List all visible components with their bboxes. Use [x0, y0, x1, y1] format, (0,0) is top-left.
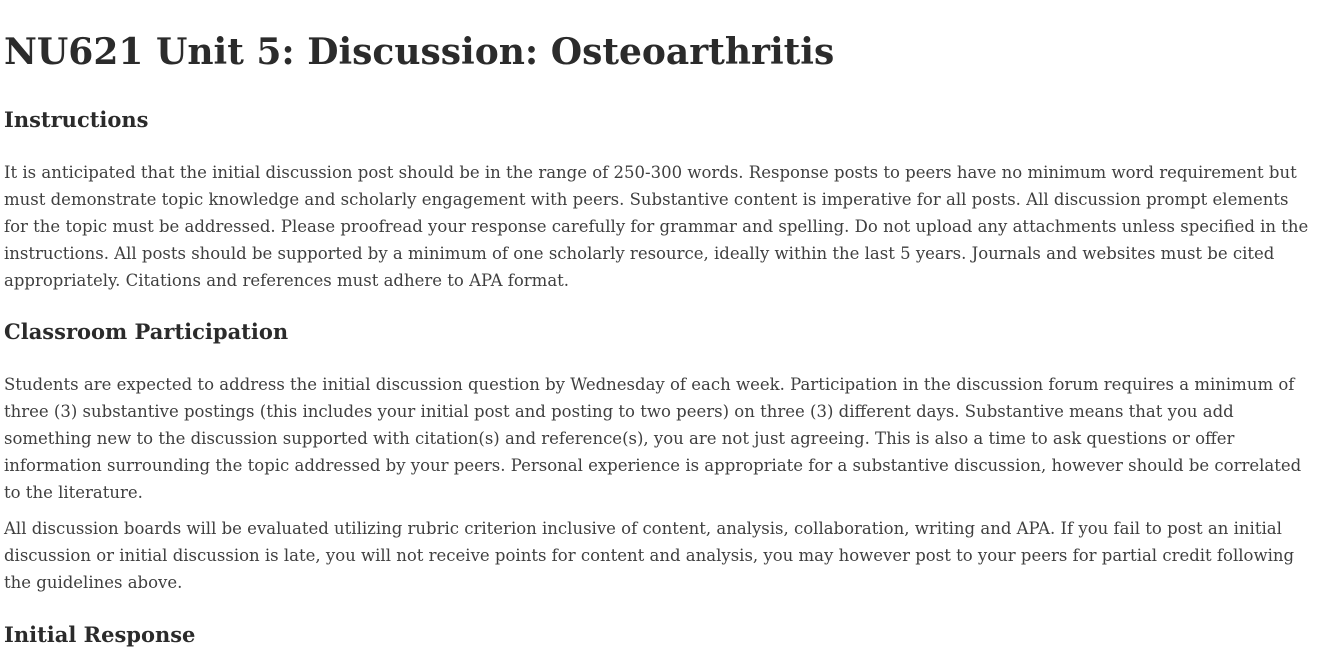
instructions-heading: Instructions — [4, 107, 149, 132]
instructions-paragraph: It is anticipated that the initial discussion post should be in the range of 250-300 words. Response posts to peers have no minimum word requirement but must demonstrate topic knowledge and scholarly engagement with peers. Substantive content is imperative for all posts. All discussion prompt elements for the topic must be addressed. Please proofread your response carefully for grammar and spelling. Do not upload any attachments unless specified in the instructions. All posts should be supported by a minimum of one scholarly resource, ideally within the last 5 years. Journals and websites must be cited appropriately. Citations and references must adhere to APA format. — [4, 163, 1309, 290]
classroom-participation-heading: Classroom Participation — [4, 319, 289, 344]
document-content — [4, 26, 1310, 650]
participation-requirements-paragraph: Students are expected to address the initial discussion question by Wednesday of each week. Participation in the discussion forum requires a minimum of three (3) substantive postings (this includes your initial post and posting to two peers) on three (3) different days. Substantive means that you add something new to the discussion supported with citation(s) and reference(s), you are not just agreeing. This is also a time to ask questions or offer information surrounding the topic addressed by your peers. Personal experience is appropriate for a substantive discussion, however should be correlated to the literature. — [4, 375, 1302, 502]
page-title: NU621 Unit 5: Discussion: Osteoarthritis — [4, 31, 835, 73]
evaluation-paragraph: All discussion boards will be evaluated utilizing rubric criterion inclusive of content, analysis, collaboration, writing and APA. If you fail to post an initial discussion or initial discussion is late, you will not receive points for content and analysis, you may however post to your peers for partial credit following the guidelines above. — [4, 519, 1295, 592]
initial-response-heading: Initial Response — [4, 622, 196, 647]
